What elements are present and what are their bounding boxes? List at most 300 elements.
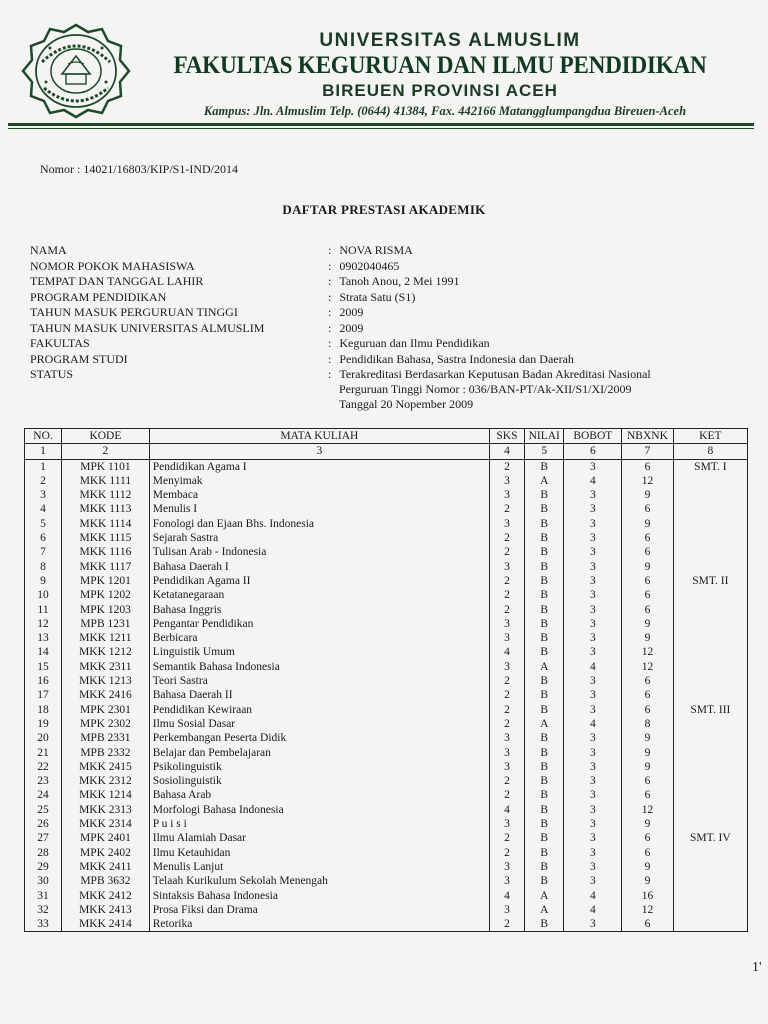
semester-note (673, 688, 747, 702)
grade-letter: B (524, 631, 563, 645)
weighted-score: 9 (622, 488, 674, 502)
sks-value: 2 (489, 574, 524, 588)
info-value: : Terakreditasi Berdasarkan Keputusan Badan Akreditasi Nasional Perguruan Tinggi Nomor : 036/BAN-PT/Ak-XII/S1/XI/2009 Tanggal 20 Nopember 2009 (328, 367, 651, 411)
weighted-score: 9 (622, 617, 674, 631)
row-no: 27 (25, 831, 62, 845)
semester-note (673, 846, 747, 860)
course-code: MKK 2314 (62, 817, 150, 831)
table-row (25, 703, 748, 717)
info-value: : 0902040465 (328, 258, 400, 273)
weighted-score: 9 (622, 874, 674, 888)
info-label: PROGRAM STUDI (30, 351, 128, 366)
sks-value: 4 (489, 803, 524, 817)
info-row-prodi (30, 352, 750, 368)
row-no: 31 (25, 889, 62, 903)
table-row (25, 717, 748, 731)
info-value: : 2009 (328, 320, 364, 335)
weighted-score: 9 (622, 560, 674, 574)
sks-value: 3 (489, 517, 524, 531)
sks-value: 2 (489, 674, 524, 688)
document-title: DAFTAR PRESTASI AKADEMIK (282, 202, 486, 217)
course-code: MKK 1111 (62, 474, 150, 488)
column-number-row (25, 444, 748, 459)
grade-letter: B (524, 688, 563, 702)
course-code: MKK 1213 (62, 674, 150, 688)
row-no: 8 (25, 560, 62, 574)
semester-note (673, 502, 747, 516)
semester-note (673, 660, 747, 674)
weighted-score: 12 (622, 660, 674, 674)
info-label: NAMA (30, 243, 67, 257)
table-row (25, 731, 748, 745)
weighted-score: 6 (622, 545, 674, 559)
grade-letter: A (524, 717, 563, 731)
info-value: : NOVA RISMA (328, 243, 413, 257)
course-code: MPB 2331 (62, 731, 150, 745)
semester-note: SMT. IV (673, 831, 747, 845)
info-label: PROGRAM PENDIDIKAN (30, 289, 167, 304)
row-no: 16 (25, 674, 62, 688)
info-value: : Tanoh Anou, 2 Mei 1991 (328, 274, 460, 288)
table-row (25, 674, 748, 688)
semester-note (673, 560, 747, 574)
weighted-score: 6 (622, 588, 674, 602)
course-code: MKK 2415 (62, 760, 150, 774)
weighted-score: 9 (622, 517, 674, 531)
sks-value: 3 (489, 903, 524, 917)
table-row (25, 645, 748, 659)
weighted-score: 12 (622, 645, 674, 659)
info-row-tahun-pt (30, 305, 750, 321)
weighted-score: 9 (622, 817, 674, 831)
course-name: Pendidikan Agama I (149, 459, 489, 474)
grade-weight: 4 (564, 717, 622, 731)
semester-note (673, 545, 747, 559)
course-name: Menulis I (149, 502, 489, 516)
grade-letter: B (524, 917, 563, 932)
weighted-score: 6 (622, 574, 674, 588)
table-row (25, 560, 748, 574)
row-no: 14 (25, 645, 62, 659)
info-row-npm (30, 259, 750, 275)
grade-weight: 3 (564, 703, 622, 717)
row-no: 4 (25, 502, 62, 516)
grade-letter: B (524, 588, 563, 602)
row-no: 11 (25, 603, 62, 617)
weighted-score: 6 (622, 846, 674, 860)
grade-letter: B (524, 645, 563, 659)
weighted-score: 6 (622, 502, 674, 516)
course-name: Bahasa Inggris (149, 603, 489, 617)
course-code: MPB 1231 (62, 617, 150, 631)
row-no: 13 (25, 631, 62, 645)
col-number: 3 (149, 444, 489, 459)
grade-letter: B (524, 803, 563, 817)
grade-letter: B (524, 831, 563, 845)
table-row (25, 688, 748, 702)
grade-weight: 3 (564, 603, 622, 617)
weighted-score: 9 (622, 746, 674, 760)
grade-letter: B (524, 674, 563, 688)
letterhead-rule-thin (8, 128, 754, 129)
semester-note (673, 731, 747, 745)
weighted-score: 6 (622, 703, 674, 717)
course-code: MKK 1112 (62, 488, 150, 502)
grade-letter: B (524, 459, 563, 474)
course-name: Perkembangan Peserta Didik (149, 731, 489, 745)
table-row (25, 531, 748, 545)
grade-weight: 3 (564, 631, 622, 645)
col-number: 4 (489, 444, 524, 459)
course-name: Morfologi Bahasa Indonesia (149, 803, 489, 817)
info-row-status (30, 367, 750, 413)
grade-weight: 3 (564, 688, 622, 702)
course-code: MKK 2416 (62, 688, 150, 702)
grade-letter: B (524, 788, 563, 802)
grade-letter: B (524, 560, 563, 574)
sks-value: 2 (489, 545, 524, 559)
grade-weight: 3 (564, 731, 622, 745)
sks-value: 3 (489, 660, 524, 674)
course-name: Bahasa Daerah II (149, 688, 489, 702)
course-code: MKK 1117 (62, 560, 150, 574)
grade-weight: 3 (564, 746, 622, 760)
weighted-score: 6 (622, 688, 674, 702)
semester-note (673, 860, 747, 874)
table-row (25, 803, 748, 817)
course-code: MPK 1101 (62, 459, 150, 474)
table-row (25, 860, 748, 874)
row-no: 29 (25, 860, 62, 874)
course-code: MKK 1214 (62, 788, 150, 802)
row-no: 32 (25, 903, 62, 917)
course-name: Bahasa Arab (149, 788, 489, 802)
grade-letter: B (524, 874, 563, 888)
weighted-score: 12 (622, 474, 674, 488)
course-name: Pengantar Pendidikan (149, 617, 489, 631)
table-row (25, 917, 748, 932)
course-code: MPK 2402 (62, 846, 150, 860)
university-seal-logo (20, 22, 132, 120)
weighted-score: 6 (622, 531, 674, 545)
info-label: TEMPAT DAN TANGGAL LAHIR (30, 274, 204, 288)
grade-letter: B (524, 531, 563, 545)
course-code: MKK 2311 (62, 660, 150, 674)
header-no: NO. (25, 429, 62, 444)
semester-note (673, 645, 747, 659)
grade-letter: B (524, 517, 563, 531)
row-no: 25 (25, 803, 62, 817)
table-row (25, 831, 748, 845)
document-number: Nomor : 14021/16803/KIP/S1-IND/2014 (40, 162, 238, 176)
course-name: Ilmu Sosial Dasar (149, 717, 489, 731)
info-row-program (30, 290, 750, 306)
grade-weight: 3 (564, 917, 622, 932)
table-row (25, 874, 748, 888)
grade-weight: 3 (564, 760, 622, 774)
info-label: TAHUN MASUK PERGURUAN TINGGI (30, 305, 238, 319)
weighted-score: 9 (622, 860, 674, 874)
header-kode: KODE (62, 429, 150, 444)
row-no: 1 (25, 459, 62, 474)
grade-weight: 3 (564, 588, 622, 602)
info-value: : Pendidikan Bahasa, Sastra Indonesia dan Daerah (328, 351, 574, 366)
sks-value: 2 (489, 502, 524, 516)
header-ket: KET (673, 429, 747, 444)
course-name: Bahasa Daerah I (149, 560, 489, 574)
info-value: : 2009 (328, 305, 364, 319)
course-code: MPB 2332 (62, 746, 150, 760)
seal-icon (20, 22, 132, 120)
header-bobot: BOBOT (564, 429, 622, 444)
semester-note (673, 674, 747, 688)
table-row (25, 903, 748, 917)
col-number: 6 (564, 444, 622, 459)
table-row (25, 788, 748, 802)
sks-value: 2 (489, 603, 524, 617)
sks-value: 3 (489, 860, 524, 874)
info-value: : Keguruan dan Ilmu Pendidikan (328, 336, 490, 350)
table-row (25, 774, 748, 788)
info-row-fakultas (30, 336, 750, 352)
weighted-score: 9 (622, 760, 674, 774)
course-name: P u i s i (149, 817, 489, 831)
course-name: Sosiolinguistik (149, 774, 489, 788)
sks-value: 2 (489, 917, 524, 932)
course-name: Semantik Bahasa Indonesia (149, 660, 489, 674)
grades-table (24, 428, 748, 932)
grade-weight: 3 (564, 545, 622, 559)
row-no: 6 (25, 531, 62, 545)
weighted-score: 6 (622, 788, 674, 802)
course-name: Sejarah Sastra (149, 531, 489, 545)
sks-value: 2 (489, 846, 524, 860)
table-row (25, 474, 748, 488)
course-code: MKK 2414 (62, 917, 150, 932)
row-no: 15 (25, 660, 62, 674)
letterhead-rule-thick (8, 123, 754, 126)
row-no: 33 (25, 917, 62, 932)
course-name: Teori Sastra (149, 674, 489, 688)
table-row (25, 746, 748, 760)
course-code: MKK 1115 (62, 531, 150, 545)
semester-note (673, 603, 747, 617)
table-row (25, 617, 748, 631)
header-nilai: NILAI (524, 429, 563, 444)
info-label: STATUS (30, 367, 74, 381)
grade-letter: B (524, 746, 563, 760)
course-code: MKK 1116 (62, 545, 150, 559)
semester-note (673, 774, 747, 788)
sks-value: 2 (489, 831, 524, 845)
course-code: MKK 2412 (62, 889, 150, 903)
faculty-name: FAKULTAS KEGURUAN DAN ILMU PENDIDIKAN (173, 52, 707, 79)
course-name: Psikolinguistik (149, 760, 489, 774)
grade-weight: 3 (564, 803, 622, 817)
grade-weight: 3 (564, 788, 622, 802)
table-row (25, 760, 748, 774)
course-code: MPK 2302 (62, 717, 150, 731)
course-name: Pendidikan Agama II (149, 574, 489, 588)
grade-weight: 3 (564, 617, 622, 631)
course-name: Fonologi dan Ejaan Bhs. Indonesia (149, 517, 489, 531)
sks-value: 2 (489, 459, 524, 474)
table-row (25, 517, 748, 531)
table-row (25, 603, 748, 617)
grade-weight: 3 (564, 488, 622, 502)
grade-letter: B (524, 860, 563, 874)
course-code: MKK 1113 (62, 502, 150, 516)
course-name: Telaah Kurikulum Sekolah Menengah (149, 874, 489, 888)
grade-letter: B (524, 703, 563, 717)
row-no: 7 (25, 545, 62, 559)
row-no: 10 (25, 588, 62, 602)
row-no: 21 (25, 746, 62, 760)
semester-note (673, 917, 747, 932)
row-no: 19 (25, 717, 62, 731)
sks-value: 2 (489, 688, 524, 702)
course-name: Ketatanegaraan (149, 588, 489, 602)
row-no: 26 (25, 817, 62, 831)
header-nbxnk: NBXNK (622, 429, 674, 444)
info-row-tahun-univ (30, 321, 750, 337)
course-name: Prosa Fiksi dan Drama (149, 903, 489, 917)
info-value: : Strata Satu (S1) (328, 289, 416, 304)
grade-letter: B (524, 488, 563, 502)
grades-table-body (25, 459, 748, 932)
course-name: Belajar dan Pembelajaran (149, 746, 489, 760)
sks-value: 4 (489, 889, 524, 903)
weighted-score: 12 (622, 803, 674, 817)
table-row (25, 631, 748, 645)
sks-value: 3 (489, 560, 524, 574)
course-code: MKK 2413 (62, 903, 150, 917)
course-code: MPK 2301 (62, 703, 150, 717)
row-no: 22 (25, 760, 62, 774)
student-info (30, 243, 750, 413)
grade-letter: A (524, 889, 563, 903)
grade-weight: 4 (564, 474, 622, 488)
row-no: 28 (25, 846, 62, 860)
grade-letter: A (524, 474, 563, 488)
course-name: Berbicara (149, 631, 489, 645)
row-no: 17 (25, 688, 62, 702)
semester-note (673, 617, 747, 631)
info-row-nama (30, 243, 750, 259)
campus-address: Kampus: Jln. Almuslim Telp. (0644) 41384, Fax. 442166 Matangglumpangdua Bireuen-Aceh (203, 104, 687, 118)
table-row (25, 588, 748, 602)
semester-note (673, 803, 747, 817)
semester-note (673, 717, 747, 731)
row-no: 30 (25, 874, 62, 888)
info-label: NOMOR POKOK MAHASISWA (30, 258, 195, 273)
table-header-row (25, 429, 748, 444)
grade-weight: 3 (564, 574, 622, 588)
course-code: MKK 2312 (62, 774, 150, 788)
weighted-score: 6 (622, 674, 674, 688)
grade-letter: B (524, 502, 563, 516)
sks-value: 2 (489, 788, 524, 802)
table-row (25, 459, 748, 474)
table-row (25, 817, 748, 831)
table-row (25, 889, 748, 903)
course-code: MKK 2411 (62, 860, 150, 874)
weighted-score: 6 (622, 603, 674, 617)
semester-note (673, 488, 747, 502)
sks-value: 4 (489, 645, 524, 659)
grade-letter: B (524, 731, 563, 745)
university-name: UNIVERSITAS ALMUSLIM (319, 30, 581, 51)
grade-weight: 3 (564, 645, 622, 659)
semester-note (673, 889, 747, 903)
grade-weight: 3 (564, 774, 622, 788)
semester-note (673, 517, 747, 531)
course-code: MKK 2313 (62, 803, 150, 817)
grade-weight: 3 (564, 531, 622, 545)
sks-value: 2 (489, 717, 524, 731)
course-code: MKK 1211 (62, 631, 150, 645)
info-label: TAHUN MASUK UNIVERSITAS ALMUSLIM (30, 320, 265, 335)
course-name: Retorika (149, 917, 489, 932)
weighted-score: 6 (622, 459, 674, 474)
course-code: MPK 1201 (62, 574, 150, 588)
sks-value: 3 (489, 874, 524, 888)
semester-note: SMT. I (673, 459, 747, 474)
grade-weight: 3 (564, 874, 622, 888)
grade-weight: 3 (564, 560, 622, 574)
grade-weight: 4 (564, 889, 622, 903)
semester-note: SMT. II (673, 574, 747, 588)
sks-value: 2 (489, 531, 524, 545)
grade-weight: 3 (564, 502, 622, 516)
semester-note (673, 588, 747, 602)
weighted-score: 6 (622, 831, 674, 845)
sks-value: 2 (489, 703, 524, 717)
grade-weight: 3 (564, 817, 622, 831)
sks-value: 2 (489, 588, 524, 602)
col-number: 5 (524, 444, 563, 459)
table-row (25, 502, 748, 516)
row-no: 5 (25, 517, 62, 531)
info-label: FAKULTAS (30, 336, 90, 350)
semester-note (673, 817, 747, 831)
row-no: 23 (25, 774, 62, 788)
course-code: MPK 2401 (62, 831, 150, 845)
table-row (25, 488, 748, 502)
grade-weight: 3 (564, 831, 622, 845)
col-number: 2 (62, 444, 150, 459)
grade-letter: B (524, 617, 563, 631)
semester-note (673, 631, 747, 645)
semester-note (673, 874, 747, 888)
sks-value: 3 (489, 760, 524, 774)
course-code: MPB 3632 (62, 874, 150, 888)
sks-value: 3 (489, 746, 524, 760)
row-no: 18 (25, 703, 62, 717)
course-name: Menulis Lanjut (149, 860, 489, 874)
row-no: 20 (25, 731, 62, 745)
sks-value: 3 (489, 488, 524, 502)
course-name: Ilmu Alamiah Dasar (149, 831, 489, 845)
course-code: MKK 1212 (62, 645, 150, 659)
table-row (25, 574, 748, 588)
grade-letter: B (524, 817, 563, 831)
sks-value: 3 (489, 817, 524, 831)
row-no: 12 (25, 617, 62, 631)
row-no: 24 (25, 788, 62, 802)
grade-letter: B (524, 774, 563, 788)
course-name: Linguistik Umum (149, 645, 489, 659)
